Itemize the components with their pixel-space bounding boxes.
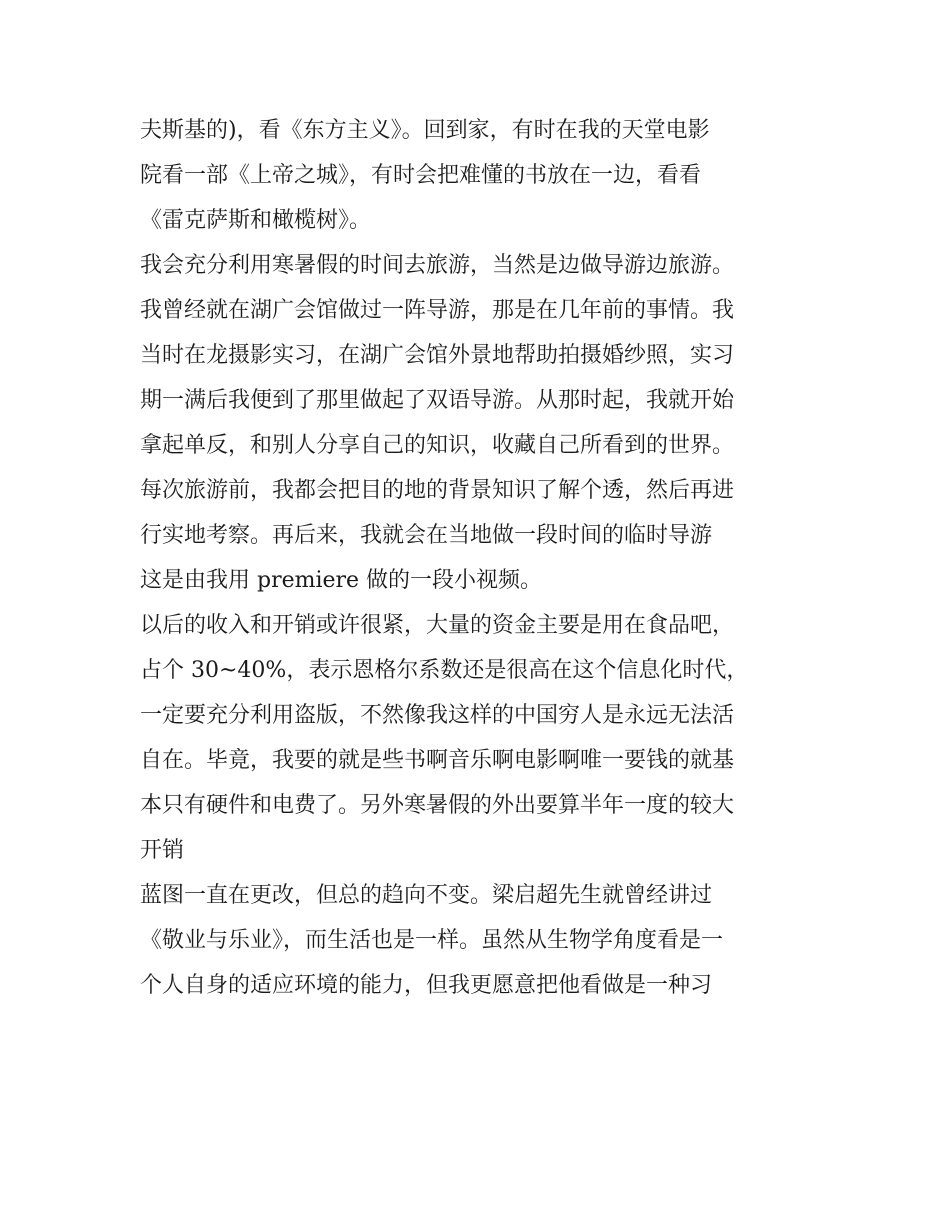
text-line: 夫斯基的)，看《东方主义》。回到家，有时在我的天堂电影 xyxy=(140,118,710,143)
text-line: 我曾经就在湖广会馆做过一阵导游，那是在几年前的事情。我 xyxy=(140,298,735,323)
text-line: 开销 xyxy=(140,838,185,863)
text-line: 一定要充分利用盗版，不然像我这样的中国穷人是永远无法活 xyxy=(140,703,735,728)
text-line: 自在。毕竟，我要的就是些书啊音乐啊电影啊唯一要钱的就基 xyxy=(140,748,735,773)
text-line: 院看一部《上帝之城》，有时会把难懂的书放在一边，看看 xyxy=(140,163,702,188)
text-line: 期一满后我便到了那里做起了双语导游。从那时起，我就开始 xyxy=(140,388,735,413)
text-line: 拿起单反，和别人分享自己的知识，收藏自己所看到的世界。 xyxy=(140,433,735,458)
text-line: 这是由我用 premiere 做的一段小视频。 xyxy=(140,568,543,593)
text-line: 行实地考察。再后来，我就会在当地做一段时间的临时导游 xyxy=(140,523,713,548)
text-line: 蓝图一直在更改，但总的趋向不变。梁启超先生就曾经讲过 xyxy=(140,883,713,908)
text-line: 当时在龙摄影实习，在湖广会馆外景地帮助拍摄婚纱照，实习 xyxy=(140,343,735,368)
text-line: 本只有硬件和电费了。另外寒暑假的外出要算半年一度的较大 xyxy=(140,793,735,818)
text-line: 占个 30~40%，表示恩格尔系数还是很高在这个信息化时代， xyxy=(140,658,749,683)
text-line: 以后的收入和开销或许很紧，大量的资金主要是用在食品吧， xyxy=(140,613,735,638)
text-line: 《雷克萨斯和橄榄树》。 xyxy=(140,208,372,233)
document-body xyxy=(140,108,816,1008)
text-line: 《敬业与乐业》，而生活也是一样。虽然从生物学角度看是一 xyxy=(140,928,724,953)
text-line: 我会充分利用寒暑假的时间去旅游，当然是边做导游边旅游。 xyxy=(140,253,735,278)
text-line: 个人自身的适应环境的能力，但我更愿意把他看做是一种习 xyxy=(140,973,713,998)
text-line: 每次旅游前，我都会把目的地的背景知识了解个透，然后再进 xyxy=(140,478,735,503)
